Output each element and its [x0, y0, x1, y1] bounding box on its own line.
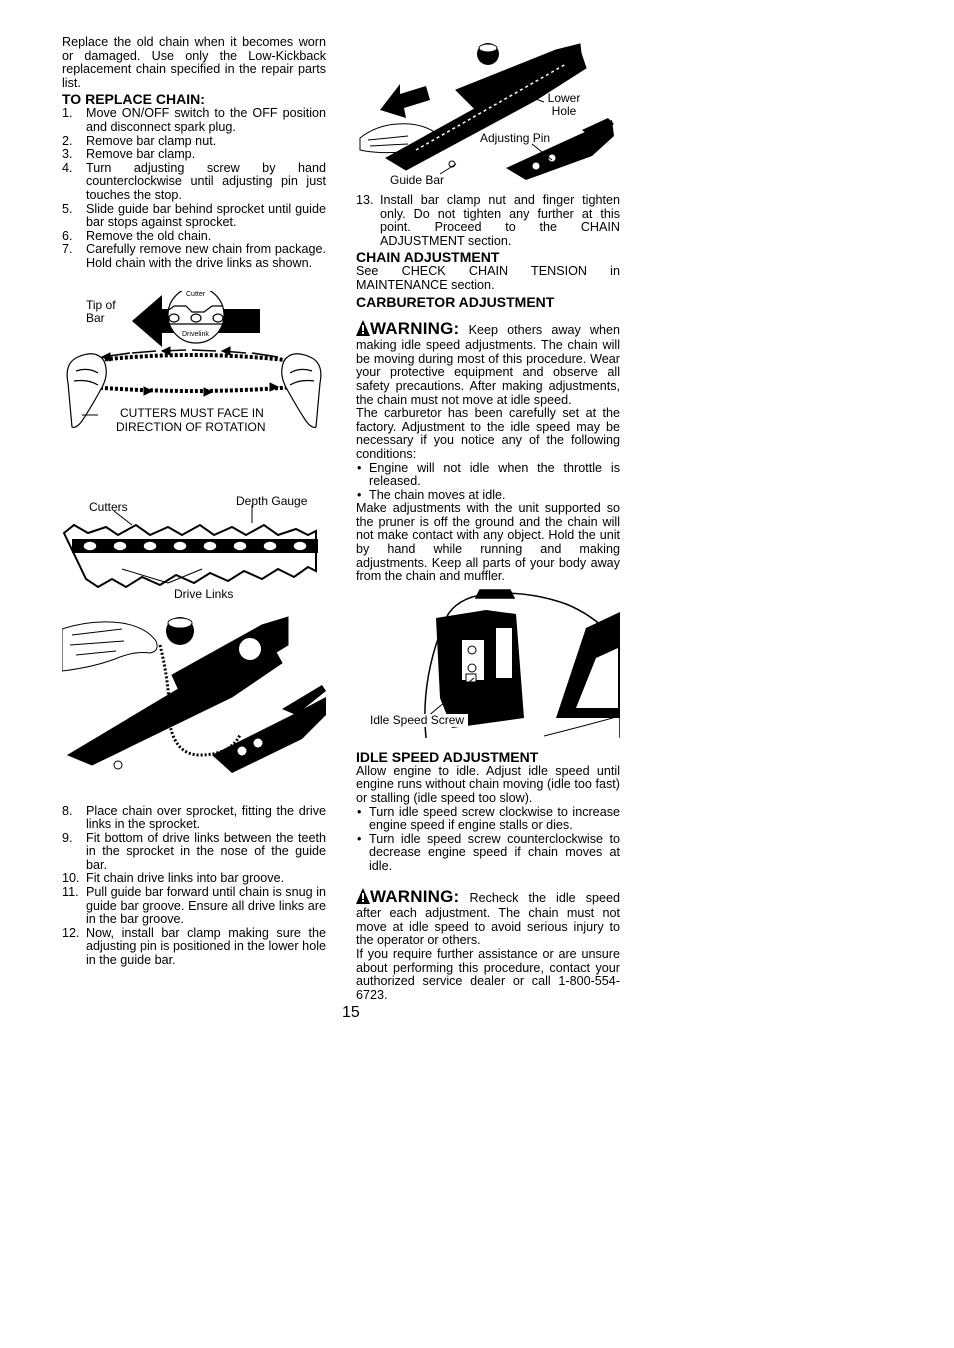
step-text: Remove bar clamp nut.: [86, 133, 217, 148]
page-number: 15: [342, 1004, 360, 1021]
bullet-item: • Turn idle speed screw counterclockwise to decrease engine speed if chain moves at idle.: [356, 833, 620, 874]
warning-triangle-icon: [356, 320, 370, 340]
left-column: [62, 36, 326, 968]
warning-1-text: Keep others away when making idle speed adjustments. The chain will be moving during most of this procedure. Wear your protective equipment and observe all safety precautions. After making adjustments, the chain must not move at idle speed.: [356, 322, 621, 407]
idle-speed-screw-label: Idle Speed Screw: [366, 714, 468, 727]
step-item: [62, 203, 326, 230]
place-chain-figure: [62, 605, 326, 785]
chain-adjustment-text: See CHECK CHAIN TENSION in MAINTENANCE section.: [356, 264, 620, 292]
warning-2-text: Recheck the idle speed after each adjustment. The chain must not move at idle speed to avoid serious injury to the operator or others.: [356, 890, 621, 948]
tip-of-bar-label: Tip of Bar: [86, 297, 116, 325]
step-text: Place chain over sprocket, fitting the drive links in the sprocket.: [86, 803, 326, 832]
step-item: [62, 872, 326, 886]
bullet-item: • Engine will not idle when the throttle is released.: [356, 462, 620, 489]
step-number: 6.: [62, 228, 73, 243]
drivelink-label: Drivelink: [182, 330, 209, 338]
guide-bar-label: Guide Bar: [390, 173, 445, 187]
cutters-direction-caption-1: CUTTERS MUST FACE IN: [120, 405, 264, 420]
step-text: Remove bar clamp.: [86, 147, 196, 162]
assistance-paragraph: If you require further assistance or are unsure about performing this procedure, contact your authorized service dealer or call 1-800-554-6723.: [356, 946, 620, 1002]
step-text: Turn adjusting screw by hand counterclockwise until adjusting pin just touches the stop.: [86, 160, 326, 202]
step-item: [62, 107, 326, 134]
step-number: 9.: [62, 830, 73, 845]
step-item: [62, 230, 326, 244]
cutters-direction-caption-2: DIRECTION OF ROTATION: [116, 419, 266, 434]
step-text: Slide guide bar behind sprocket until guide bar stops against sprocket.: [86, 201, 326, 230]
chain-parts-figure: [62, 489, 326, 599]
idle-speed-bullets: [356, 806, 620, 874]
right-column: [356, 36, 620, 1002]
warning-1-label: WARNING:: [370, 318, 460, 338]
carburetor-adjustment-heading: CARBURETOR ADJUSTMENT: [356, 293, 555, 310]
step-text: Fit bottom of drive links between the teeth in the sprocket in the nose of the guide bar.: [86, 830, 326, 872]
step-text: Install bar clamp nut and finger tighten only. Do not tighten any further at this point. Proceed to the CHAIN ADJUSTMENT section.: [380, 193, 620, 248]
step-item: [62, 148, 326, 162]
step-number: 11.: [62, 885, 79, 900]
step-number: 10.: [62, 871, 80, 886]
step-text: Move ON/OFF switch to the OFF position and disconnect spark plug.: [86, 106, 326, 134]
step-number: 13.: [356, 193, 374, 207]
idle-speed-paragraph: Allow engine to idle. Adjust idle speed until engine runs without chain moving (idle too fast) or stalling (idle speed too slow).: [356, 763, 620, 806]
step-item: [62, 886, 326, 927]
step-item: [62, 832, 326, 873]
warning-1-paragraph: [356, 320, 620, 408]
bullet-item: • The chain moves at idle.: [356, 489, 620, 503]
step-number: 2.: [62, 133, 73, 148]
step-item: [62, 135, 326, 149]
warning-2-label: WARNING:: [370, 886, 460, 906]
idle-speed-screw-figure: [356, 588, 620, 738]
step-number: 4.: [62, 160, 73, 175]
idle-speed-adjustment-heading: IDLE SPEED ADJUSTMENT: [356, 748, 539, 765]
bullet-item: • Turn idle speed screw clockwise to increase engine speed if engine stalls or dies.: [356, 806, 620, 833]
warning-2-paragraph: [356, 888, 620, 948]
bar-clamp-figure: [356, 40, 620, 190]
step-number: 12.: [62, 925, 80, 940]
replace-steps-list: [62, 107, 326, 270]
support-paragraph: Make adjustments with the unit supported so the pruner is off the ground and the chain will not make contact with any object. Hold the unit by hand while running and making adjustments. Keep all parts of your body away from the chain and muffler.: [356, 501, 620, 584]
step-number: 7.: [62, 242, 73, 257]
chain-orientation-figure: [62, 291, 326, 451]
step-text: Remove the old chain.: [86, 228, 212, 243]
step-item: [62, 243, 326, 270]
replace-steps-list-continued: [62, 805, 326, 968]
step-text: Carefully remove new chain from package. Hold chain with the drive links as shown.: [86, 242, 326, 270]
lower-hole-text: Lower Hole: [547, 91, 581, 118]
carburetor-paragraph: The carburetor has been carefully set at the factory. Adjustment to the idle speed may be necessary if you notice any of the following conditions:: [356, 406, 620, 461]
step-number: 1.: [62, 106, 73, 121]
depth-gauge-label: Depth Gauge: [236, 493, 308, 508]
lower-hole-label: [546, 92, 582, 118]
step-text: Pull guide bar forward until chain is snug in guide bar groove. Ensure all drive links are in the bar groove.: [86, 885, 326, 927]
cutter-label: Cutter: [186, 290, 206, 298]
step-text: Fit chain drive links into bar groove.: [86, 871, 285, 886]
warning-triangle-icon: [356, 888, 370, 908]
step-item: [62, 927, 326, 968]
step-number: 5.: [62, 201, 73, 216]
drive-links-label: Drive Links: [174, 586, 234, 601]
replace-chain-heading: TO REPLACE CHAIN:: [62, 91, 205, 108]
step-number: 8.: [62, 803, 73, 818]
chain-on-sprocket-illustration: [62, 605, 326, 785]
step-text: Now, install bar clamp making sure the adjusting pin is positioned in the lower hole in the guide bar.: [86, 925, 326, 968]
conditions-list: [356, 462, 620, 503]
step-13-list: [356, 194, 620, 248]
step-item: [62, 162, 326, 203]
chain-adjustment-heading: CHAIN ADJUSTMENT: [356, 249, 500, 266]
cutters-label: Cutters: [89, 499, 128, 514]
step-item: [356, 194, 620, 248]
adjusting-pin-label: Adjusting Pin: [480, 131, 551, 145]
step-number: 3.: [62, 147, 73, 162]
intro-paragraph: Replace the old chain when it becomes worn or damaged. Use only the Low-Kickback replacement chain specified in the repair parts list.: [62, 35, 326, 90]
step-item: [62, 805, 326, 832]
